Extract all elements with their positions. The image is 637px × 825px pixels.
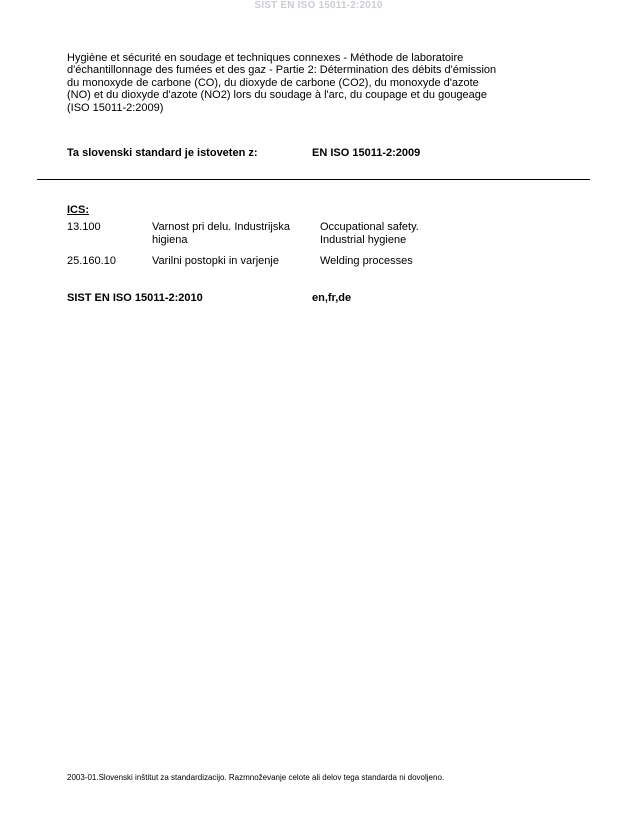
sist-standard-line (67, 292, 352, 304)
ics-code: 13.100 (67, 221, 101, 233)
ics-en-line: Occupational safety. (320, 221, 419, 233)
ics-english-description (320, 255, 500, 268)
ics-sl-line: Varilni postopki in varjenje (152, 255, 279, 267)
copyright-footer: 2003-01.Slovenski inštitut za standardizacijo. Razmnoževanje celote ali delov tega standarda ni dovoljeno. (67, 773, 445, 782)
identical-standard-line (67, 147, 421, 159)
ics-en-line: Welding processes (320, 255, 413, 267)
ics-en-line: Industrial hygiene (320, 233, 407, 246)
title-line: Hygiène et sécurité en soudage et techniques connexes - Méthode de laboratoire (67, 52, 464, 64)
ics-sl-line: higiena (152, 233, 188, 246)
ics-english-description (320, 221, 500, 246)
ics-slovenian-description (152, 221, 322, 246)
identical-label: Ta slovenski standard je istoveten z: (67, 147, 258, 159)
title-line: (ISO 15011-2:2009) (67, 101, 164, 114)
ics-slovenian-description (152, 255, 322, 268)
document-title (67, 52, 587, 114)
horizontal-divider (37, 179, 590, 180)
title-line: d'échantillonnage des fumées et des gaz - Partie 2: Détermination des débits d'émission (67, 64, 497, 77)
title-line: du monoxyde de carbone (CO), du dioxyde de carbone (CO2), du monoxyde d'azote (67, 76, 479, 89)
identical-reference: EN ISO 15011-2:2009 (312, 147, 421, 159)
ics-heading: ICS: (67, 204, 89, 216)
sist-code: SIST EN ISO 15011-2:2010 (67, 292, 203, 304)
watermark-header: SIST EN ISO 15011-2:2010 (254, 0, 383, 11)
ics-code: 25.160.10 (67, 255, 116, 267)
title-line: (NO) et du dioxyde d'azote (NO2) lors du soudage à l'arc, du coupage et du gougeage (67, 89, 488, 102)
sist-languages: en,fr,de (312, 292, 352, 304)
ics-sl-line: Varnost pri delu. Industrijska (152, 221, 290, 233)
